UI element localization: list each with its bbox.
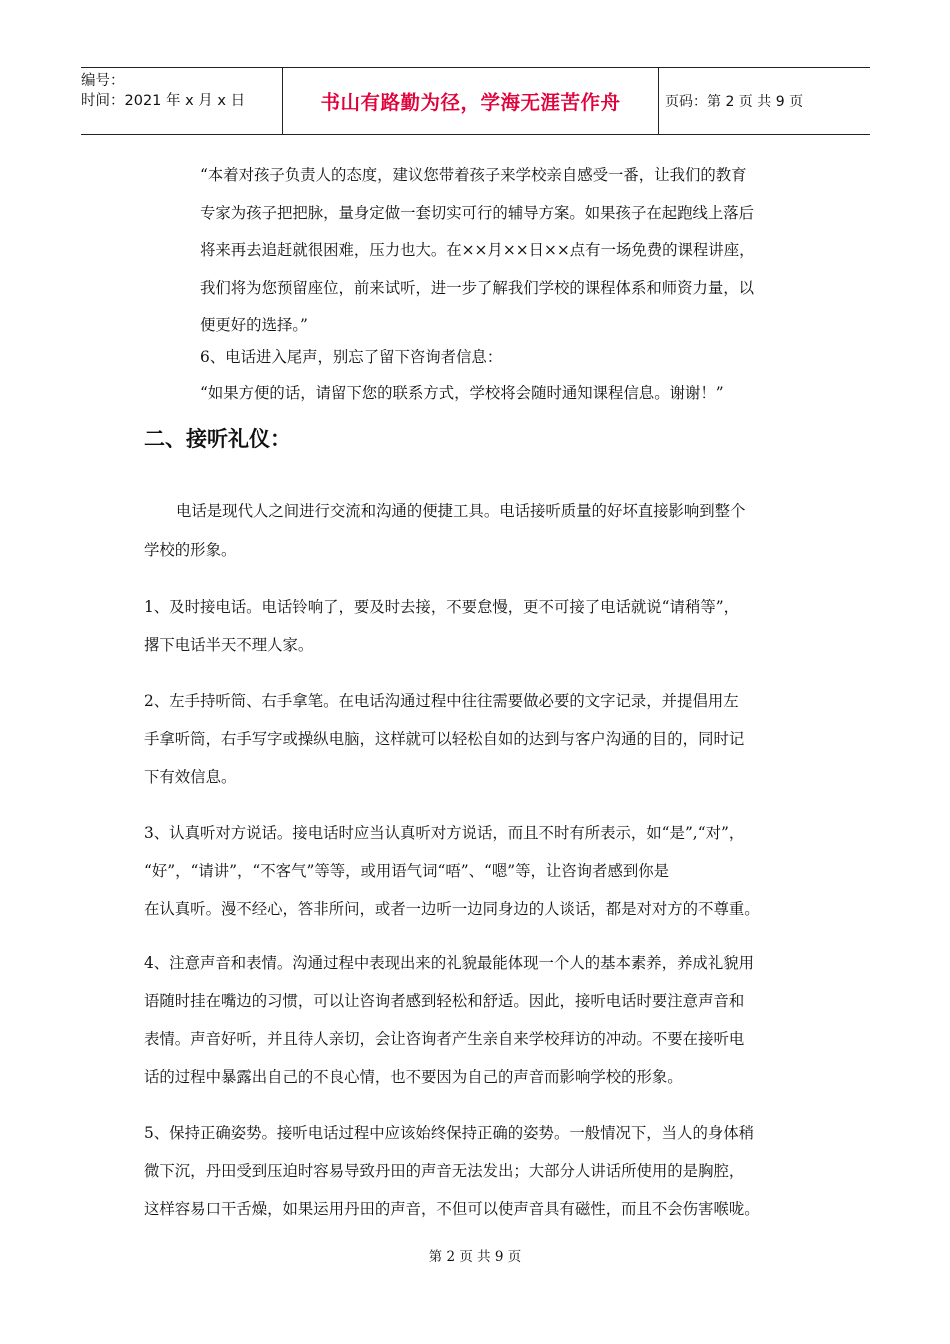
text-line: 3、认真听对方说话。接电话时应当认真听对方说话，而且不时有所表示，如“是”,“对”， bbox=[144, 824, 745, 842]
quote-paragraph bbox=[200, 157, 754, 345]
section-heading: 二、接听礼仪： bbox=[144, 427, 291, 451]
intro-paragraph bbox=[144, 492, 745, 570]
text-line: 便更好的选择。” bbox=[200, 316, 308, 335]
etiquette-item-2 bbox=[144, 682, 744, 796]
text-line: 学校的形象。 bbox=[144, 541, 237, 559]
item-6-paragraph bbox=[200, 339, 724, 411]
etiquette-item-4 bbox=[144, 944, 754, 1096]
text-line: 表情。声音好听，并且待人亲切，会让咨询者产生亲自来学校拜访的冲动。不要在接听电 bbox=[144, 1030, 745, 1048]
text-line: “如果方便的话，请留下您的联系方式，学校将会随时通知课程信息。谢谢！” bbox=[200, 384, 724, 402]
text-line: “本着对孩子负责人的态度，建议您带着孩子来学校亲自感受一番，让我们的教育 bbox=[200, 166, 747, 184]
header-page-label: 页码：第 2 页 共 9 页 bbox=[665, 94, 804, 110]
etiquette-item-3 bbox=[144, 814, 760, 928]
text-line: 专家为孩子把把脉，量身定做一套切实可行的辅导方案。如果孩子在起跑线上落后 bbox=[200, 203, 755, 222]
etiquette-item-1 bbox=[144, 588, 739, 664]
text-line: 电话是现代人之间进行交流和沟通的便捷工具。电话接听质量的好坏直接影响到整个 bbox=[176, 502, 746, 520]
text-line: 2、左手持听筒、右手拿笔。在电话沟通过程中往往需要做必要的文字记录，并提倡用左 bbox=[144, 692, 739, 710]
text-line: “好”，“请讲”，“不客气”等等，或用语气词“唔”、“嗯”等，让咨询者感到你是 bbox=[144, 862, 670, 880]
etiquette-item-5 bbox=[144, 1114, 760, 1228]
document-header bbox=[81, 67, 870, 135]
text-line: 6、电话进入尾声，别忘了留下咨询者信息： bbox=[200, 348, 503, 366]
text-line: 我们将为您预留座位，前来试听，进一步了解我们学校的课程体系和师资力量，以 bbox=[200, 278, 755, 297]
text-line: 5、保持正确姿势。接听电话过程中应该始终保持正确的姿势。一般情况下，当人的身体稍 bbox=[144, 1124, 755, 1142]
text-line: 这样容易口干舌燥，如果运用丹田的声音，不但可以使声音具有磁性，而且不会伤害喉咙。 bbox=[144, 1200, 760, 1218]
header-meta-cell bbox=[81, 68, 282, 134]
text-line: 下有效信息。 bbox=[144, 768, 237, 786]
text-line: 4、注意声音和表情。沟通过程中表现出来的礼貌最能体现一个人的基本素养，养成礼貌用 bbox=[144, 954, 755, 972]
text-line: 将来再去追赶就很困难，压力也大。在××月××日××点有一场免费的课程讲座， bbox=[200, 241, 755, 260]
text-line: 撂下电话半天不理人家。 bbox=[144, 636, 314, 654]
text-line: 话的过程中暴露出自己的不良心情，也不要因为自己的声音而影响学校的形象。 bbox=[144, 1068, 683, 1086]
header-page-cell bbox=[659, 68, 870, 134]
text-line: 语随时挂在嘴边的习惯，可以让咨询者感到轻松和舒适。因此，接听电话时要注意声音和 bbox=[144, 992, 745, 1010]
text-line: 微下沉，丹田受到压迫时容易导致丹田的声音无法发出；大部分人讲话所使用的是胸腔， bbox=[144, 1162, 745, 1180]
header-motto: 书山有路勤为径，学海无涯苦作舟 bbox=[320, 91, 621, 114]
header-time-label: 时间：2021 年 x 月 x 日 bbox=[81, 93, 246, 109]
page-footer: 第 2 页 共 9 页 bbox=[428, 1249, 522, 1265]
text-line: 在认真听。漫不经心，答非所问，或者一边听一边同身边的人谈话，都是对对方的不尊重。 bbox=[144, 900, 760, 918]
header-number-label: 编号： bbox=[81, 73, 125, 89]
header-motto-cell bbox=[282, 68, 659, 134]
text-line: 1、及时接电话。电话铃响了，要及时去接，不要怠慢，更不可接了电话就说“请稍等”， bbox=[144, 598, 739, 616]
text-line: 手拿听筒，右手写字或操纵电脑，这样就可以轻松自如的达到与客户沟通的目的，同时记 bbox=[144, 730, 745, 748]
